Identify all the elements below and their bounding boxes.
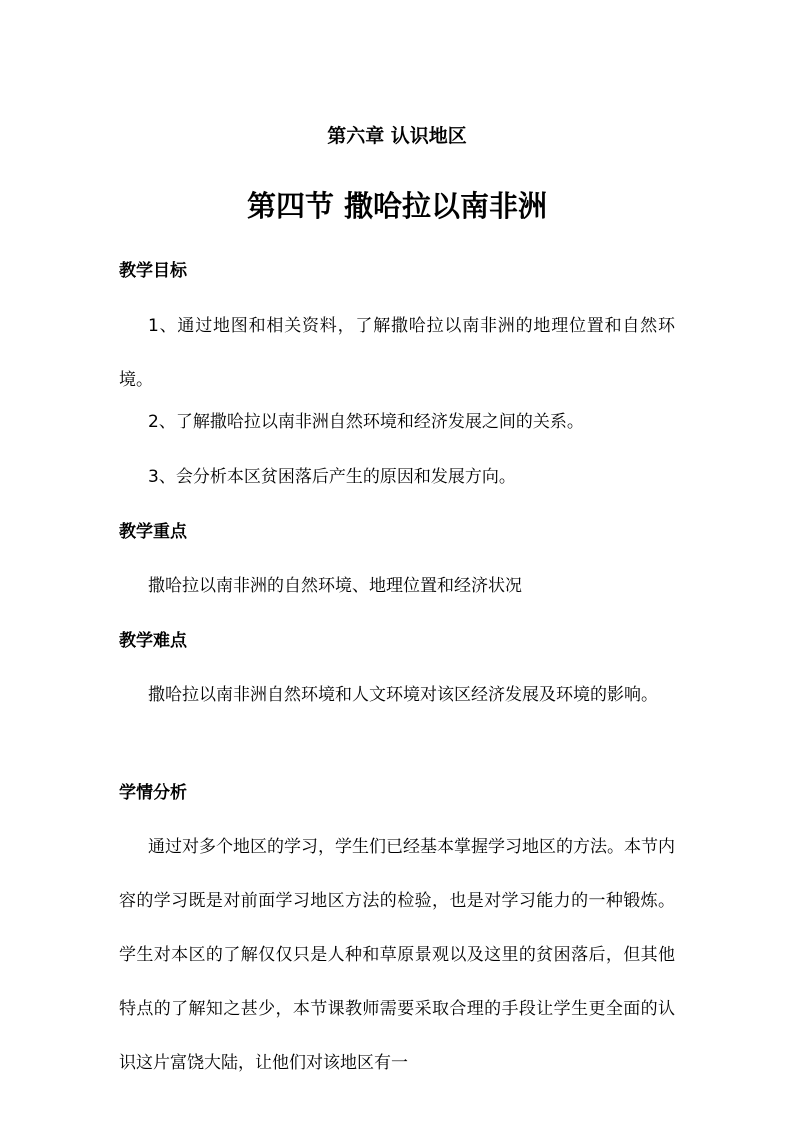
analysis-heading: 学情分析 — [119, 783, 187, 803]
objectives-heading: 教学目标 — [119, 261, 187, 281]
analysis-text: 通过对多个地区的学习，学生们已经基本掌握学习地区的方法。本节内容的学习既是对前面学习地区方法的检验，也是对学习能力的一种锻炼。学生对本区的了解仅仅只是人种和草原景观以及这里的贫困落后，但其他特点的了解知之甚少，本节课教师需要采取合理的手段让学生更全面的认识这片富饶大陆，让他们对该地区有一 — [119, 837, 675, 1073]
key-points-heading: 教学重点 — [119, 522, 187, 542]
objective-item-2: 2、了解撒哈拉以南非洲自然环境和经济发展之间的关系。 — [148, 412, 584, 432]
difficult-points-text: 撒哈拉以南非洲自然环境和人文环境对该区经济发展及环境的影响。 — [148, 685, 658, 705]
chapter-title: 第六章 认识地区 — [327, 125, 467, 147]
section-title: 第四节 撒哈拉以南非洲 — [246, 189, 548, 223]
objective-item-1: 1、通过地图和相关资料，了解撒哈拉以南非洲的地理位置和自然环境。 — [119, 316, 675, 390]
objective-item-3: 3、会分析本区贫困落后产生的原因和发展方向。 — [148, 467, 516, 487]
key-points-text: 撒哈拉以南非洲的自然环境、地理位置和经济状况 — [148, 576, 522, 596]
difficult-points-heading: 教学难点 — [119, 631, 187, 651]
